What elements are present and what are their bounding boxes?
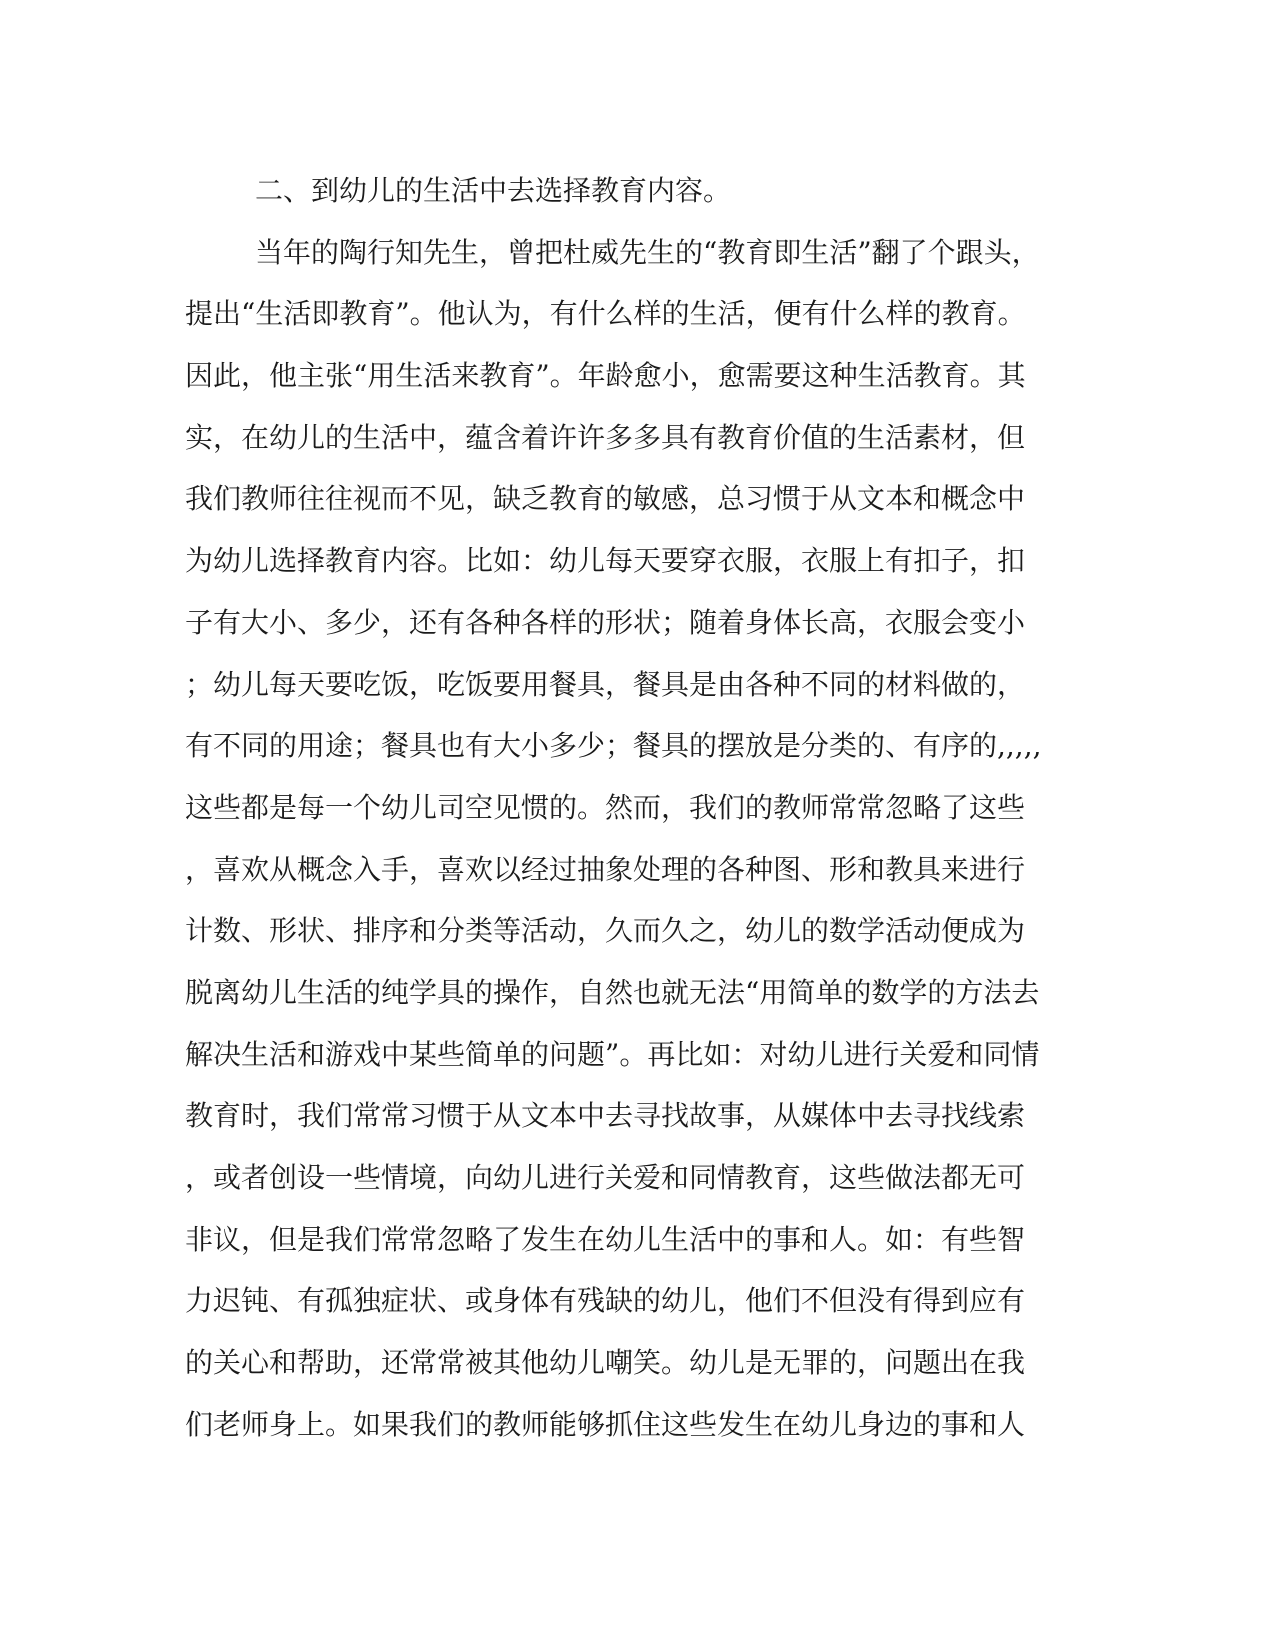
text-line: 计数、形状、排序和分类等活动，久而久之，幼儿的数学活动便成为 <box>185 914 1026 948</box>
text-line: 解决生活和游戏中某些简单的问题”。再比如：对幼儿进行关爱和同情 <box>185 1037 1040 1071</box>
text-line: 的关心和帮助，还常常被其他幼儿嘲笑。幼儿是无罪的，问题出在我 <box>185 1346 1026 1380</box>
text-line: 因此，他主张“用生活来教育”。年龄愈小，愈需要这种生活教育。其 <box>185 359 1026 393</box>
text-line: 脱离幼儿生活的纯学具的操作，自然也就无法“用简单的数学的方法去 <box>185 975 1040 1009</box>
text-line: 非议，但是我们常常忽略了发生在幼儿生活中的事和人。如：有些智 <box>185 1222 1026 1256</box>
body-text <box>185 160 1042 1455</box>
text-line: 有不同的用途；餐具也有大小多少；餐具的摆放是分类的、有序的,,,,, <box>185 729 1042 763</box>
text-line: 这些都是每一个幼儿司空见惯的。然而，我们的教师常常忽略了这些 <box>185 790 1026 824</box>
text-line: 我们教师往往视而不见，缺乏教育的敏感，总习惯于从文本和概念中 <box>185 482 1026 516</box>
text-line: ，喜欢从概念入手，喜欢以经过抽象处理的各种图、形和教具来进行 <box>185 852 1026 886</box>
text-line: 当年的陶行知先生，曾把杜威先生的“教育即生活”翻了个跟头， <box>255 235 1040 269</box>
text-line: 子有大小、多少，还有各种各样的形状；随着身体长高，衣服会变小 <box>185 605 1026 639</box>
text-line: 提出“生活即教育”。他认为，有什么样的生活，便有什么样的教育。 <box>185 297 1026 331</box>
text-line: 力迟钝、有孤独症状、或身体有残缺的幼儿，他们不但没有得到应有 <box>185 1284 1026 1318</box>
text-line: ；幼儿每天要吃饭，吃饭要用餐具，餐具是由各种不同的材料做的， <box>185 667 1026 701</box>
text-line: 为幼儿选择教育内容。比如：幼儿每天要穿衣服，衣服上有扣子，扣 <box>185 544 1026 578</box>
section-heading: 二、到幼儿的生活中去选择教育内容。 <box>255 174 732 207</box>
text-line: 们老师身上。如果我们的教师能够抓住这些发生在幼儿身边的事和人 <box>185 1407 1026 1441</box>
text-line: ，或者创设一些情境，向幼儿进行关爱和同情教育，这些做法都无可 <box>185 1161 1026 1194</box>
text-line: 实，在幼儿的生活中，蕴含着许许多多具有教育价值的生活素材，但 <box>185 420 1026 454</box>
text-line: 教育时，我们常常习惯于从文本中去寻找故事，从媒体中去寻找线索 <box>185 1099 1026 1133</box>
